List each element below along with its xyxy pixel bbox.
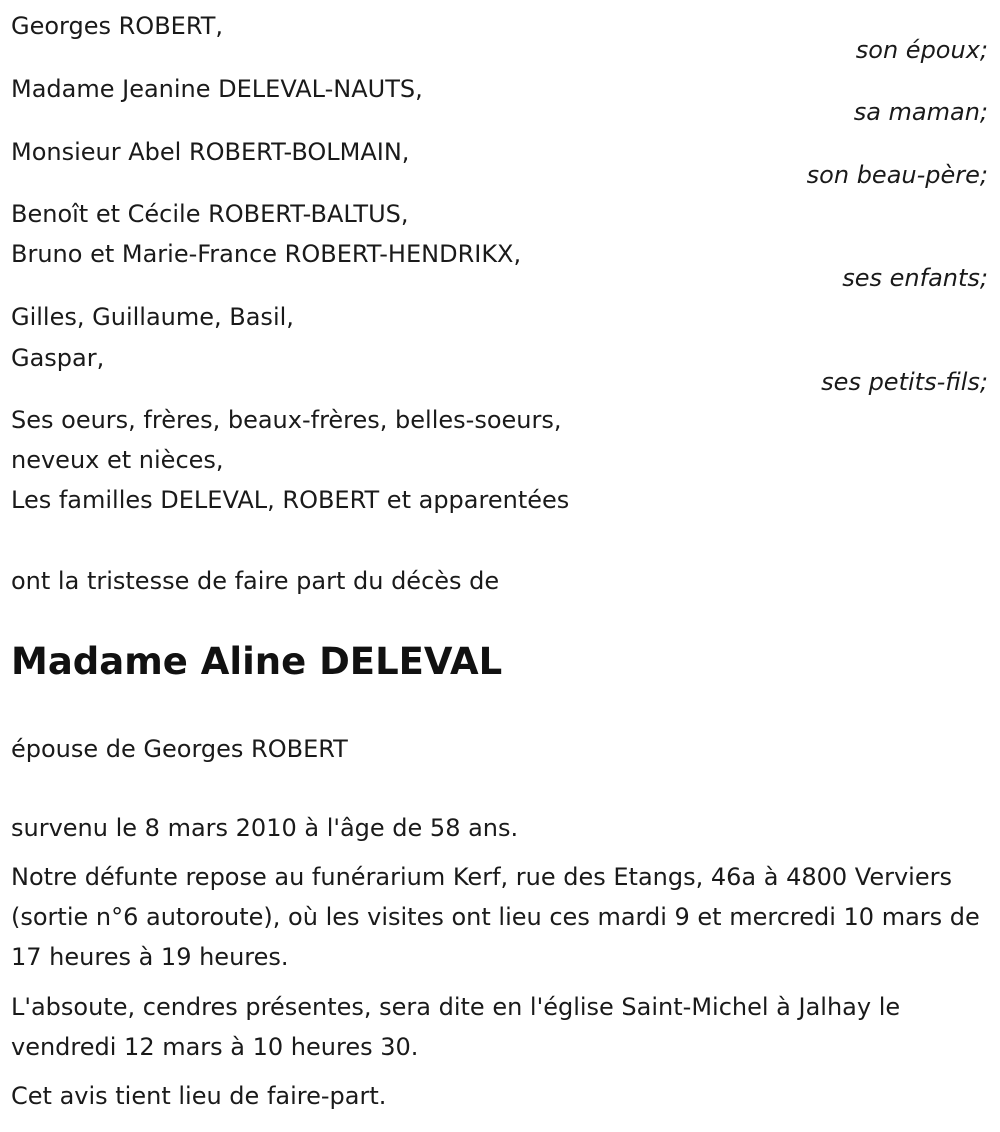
death-info: survenu le 8 mars 2010 à l'âge de 58 ans.: [11, 814, 519, 842]
relatives-line-2: neveux et nièces,: [11, 446, 224, 474]
spouse-name: Georges ROBERT,: [11, 12, 224, 40]
announcement-text: ont la tristesse de faire part du décès de: [11, 567, 500, 595]
ceremony-info: L'absoute, cendres présentes, sera dite en l'église Saint-Michel à Jalhay le vendredi 12 mars à 10 heures 30.: [11, 993, 901, 1061]
relatives-line-1: Ses oeurs, frères, beaux-frères, belles-soeurs,: [11, 406, 562, 434]
grandchild-line-2: Gaspar,: [11, 344, 105, 372]
grandchild-line-1: Gilles, Guillaume, Basil,: [11, 303, 294, 331]
father-in-law-role: son beau-père;: [806, 161, 988, 189]
spouse-of-text: épouse de Georges ROBERT: [11, 735, 348, 763]
deceased-name: Madame Aline DELEVAL: [11, 640, 503, 683]
viewing-info: Notre défunte repose au funérarium Kerf, rue des Etangs, 46a à 4800 Verviers (sortie n°6 autoroute), où les visites ont lieu ces mardi 9 et mercredi 10 mars de 17 heures à 19 heures.: [11, 863, 980, 971]
child-line-2: Bruno et Marie-France ROBERT-HENDRIKX,: [11, 240, 522, 268]
spouse-role: son époux;: [855, 36, 988, 64]
child-line-1: Benoît et Cécile ROBERT-BALTUS,: [11, 200, 409, 228]
mother-role: sa maman;: [853, 98, 988, 126]
grandchildren-role: ses petits-fils;: [821, 368, 988, 396]
relatives-line-3: Les familles DELEVAL, ROBERT et apparentées: [11, 486, 570, 514]
mother-name: Madame Jeanine DELEVAL-NAUTS,: [11, 75, 423, 103]
father-in-law-name: Monsieur Abel ROBERT-BOLMAIN,: [11, 138, 410, 166]
children-role: ses enfants;: [842, 264, 988, 292]
closing-text: Cet avis tient lieu de faire-part.: [11, 1082, 387, 1110]
